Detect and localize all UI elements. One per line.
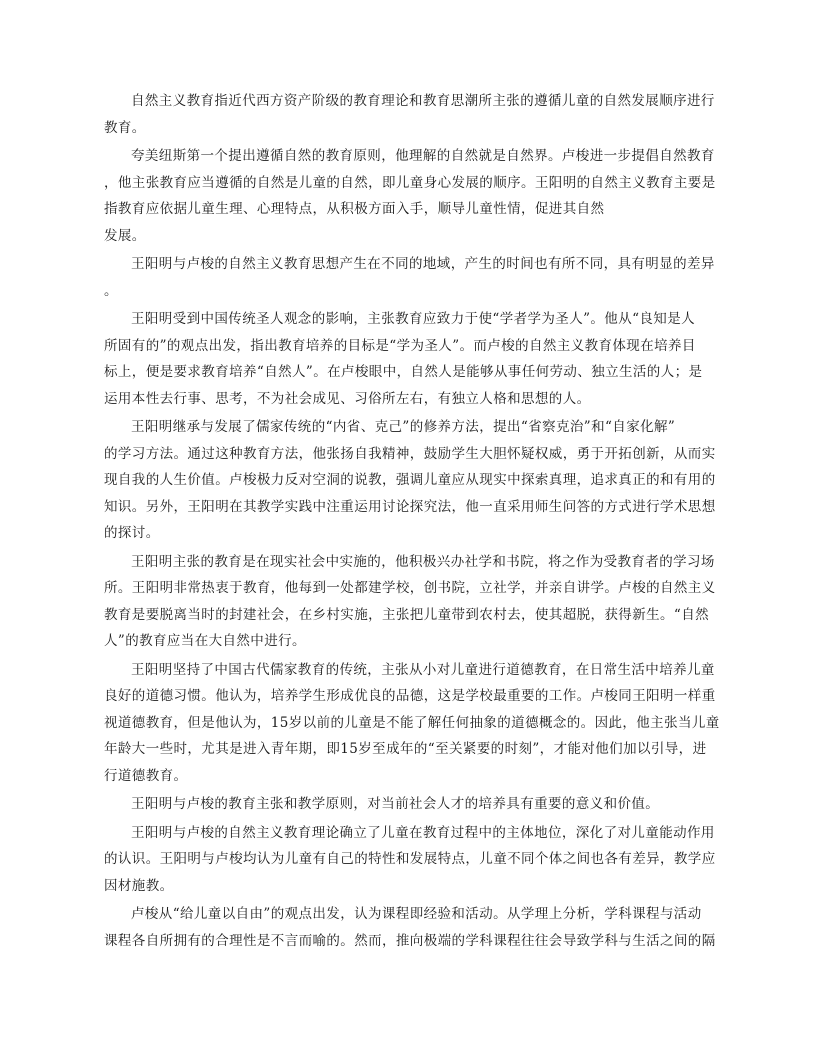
text-line: 的探讨。 (104, 525, 160, 541)
text-line: 人”的教育应当在大自然中进行。 (104, 633, 306, 649)
text-line: 王阳明继承与发展了儒家传统的“内省、克己”的修养方法，提出“省察克治”和“自家化解” (131, 419, 676, 435)
body-paragraph (104, 791, 720, 818)
text-line: 的学习方法。通过这种教育方法，他张扬自我精神，鼓励学生大胆怀疑权威，勇于开拓创新，从而实 (104, 445, 716, 462)
text-line: 行道德教育。 (104, 767, 188, 784)
text-line: 教育是要脱离当时的封建社会，在乡村实施，主张把儿童带到农村去，使其超脱，获得新生。“自然 (104, 606, 709, 623)
text-line: 发展。 (104, 227, 146, 244)
body-paragraph (104, 251, 720, 304)
text-line: 运用本性去行事、思考，不为社会成见、习俗所左右，有独立人格和思想的人。 (104, 390, 591, 407)
text-line: 良好的道德习惯。他认为，培养学生形成优良的品德，这是学校最重要的工作。卢梭同王阳明一样重 (104, 688, 716, 704)
text-line: 王阳明与卢梭的教育主张和教学原则，对当前社会人才的培养具有重要的意义和价值。 (131, 796, 660, 812)
text-line: 王阳明与卢梭的自然主义教育思想产生在不同的地域，产生的时间也有所不同，具有明显的差异 (131, 256, 715, 272)
text-line: 现自我的人生价值。卢梭极力反对空洞的说教，强调儿童应从现实中探索真理，追求真正的和有用的 (104, 472, 716, 488)
text-line: 王阳明受到中国传统圣人观念的影响，主张教育应致力于使“学者学为圣人”。他从“良知是人 (131, 311, 696, 327)
body-paragraph (104, 820, 720, 900)
body-paragraph (104, 88, 720, 141)
text-line: 标上，便是要求教育培养“自然人”。在卢梭眼中，自然人是能够从事任何劳动、独立生活的人；是 (104, 364, 703, 380)
text-line: 自然主义教育指近代西方资产阶级的教育理论和教育思潮所主张的遵循儿童的自然发展顺序进行 (131, 93, 715, 109)
body-paragraph (104, 549, 720, 655)
body-paragraph (104, 143, 720, 249)
text-line: 所。王阳明非常热衷于教育，他每到一处都建学校，创书院，立社学，并亲自讲学。卢梭的自然主义 (104, 580, 716, 596)
text-line: 因材施教。 (104, 877, 174, 894)
text-line: 教育。 (104, 119, 146, 136)
body-paragraph (104, 306, 720, 412)
body-paragraph (104, 901, 720, 954)
text-line: 。 (104, 282, 118, 299)
body-paragraph (104, 414, 720, 547)
document-page (104, 88, 720, 956)
text-line: ，他主张教育应当遵循的自然是儿童的自然，即儿童身心发展的顺序。王阳明的自然主义教育主要是 (104, 174, 716, 191)
text-line: 卢梭从“给儿童以自由”的观点出发，认为课程即经验和活动。从学理上分析，学科课程与活动 (131, 906, 702, 922)
text-line: 的认识。王阳明与卢梭均认为儿童有自己的特性和发展特点，儿童不同个体之间也各有差异，教学应 (104, 851, 716, 867)
text-line: 年龄大一些时，尤其是进入青年期，即15岁至成年的“至关紧要的时刻”，才能对他们加以引导，进 (104, 741, 707, 757)
text-line: 课程各自所拥有的合理性是不言而喻的。然而，推向极端的学科课程往往会导致学科与生活之间的隔 (104, 932, 716, 949)
text-line: 夸美纽斯第一个提出遵循自然的教育原则，他理解的自然就是自然界。卢梭进一步提倡自然教育 (131, 148, 715, 164)
text-line: 王阳明主张的教育是在现实社会中实施的，他积极兴办社学和书院，将之作为受教育者的学习场 (131, 553, 715, 570)
text-line: 所固有的”的观点出发，指出教育培养的目标是“学为圣人”。而卢梭的自然主义教育体现在培养目 (104, 337, 696, 354)
text-line: 知识。另外，王阳明在其教学实践中注重运用讨论探究法，他一直采用师生问答的方式进行学术思想 (104, 498, 716, 515)
text-line: 指教育应依据儿童生理、心理特点，从积极方面入手，顺导儿童性情，促进其自然 (104, 201, 605, 217)
text-line: 王阳明坚持了中国古代儒家教育的传统，主张从小对儿童进行道德教育，在日常生活中培养儿童 (131, 661, 715, 678)
text-line: 视道德教育，但是他认为，15岁以前的儿童是不能了解任何抽象的道德概念的。因此，他主张当儿童 (104, 714, 720, 731)
text-line: 王阳明与卢梭的自然主义教育理论确立了儿童在教育过程中的主体地位，深化了对儿童能动作用 (131, 824, 715, 841)
body-paragraph (104, 657, 720, 790)
